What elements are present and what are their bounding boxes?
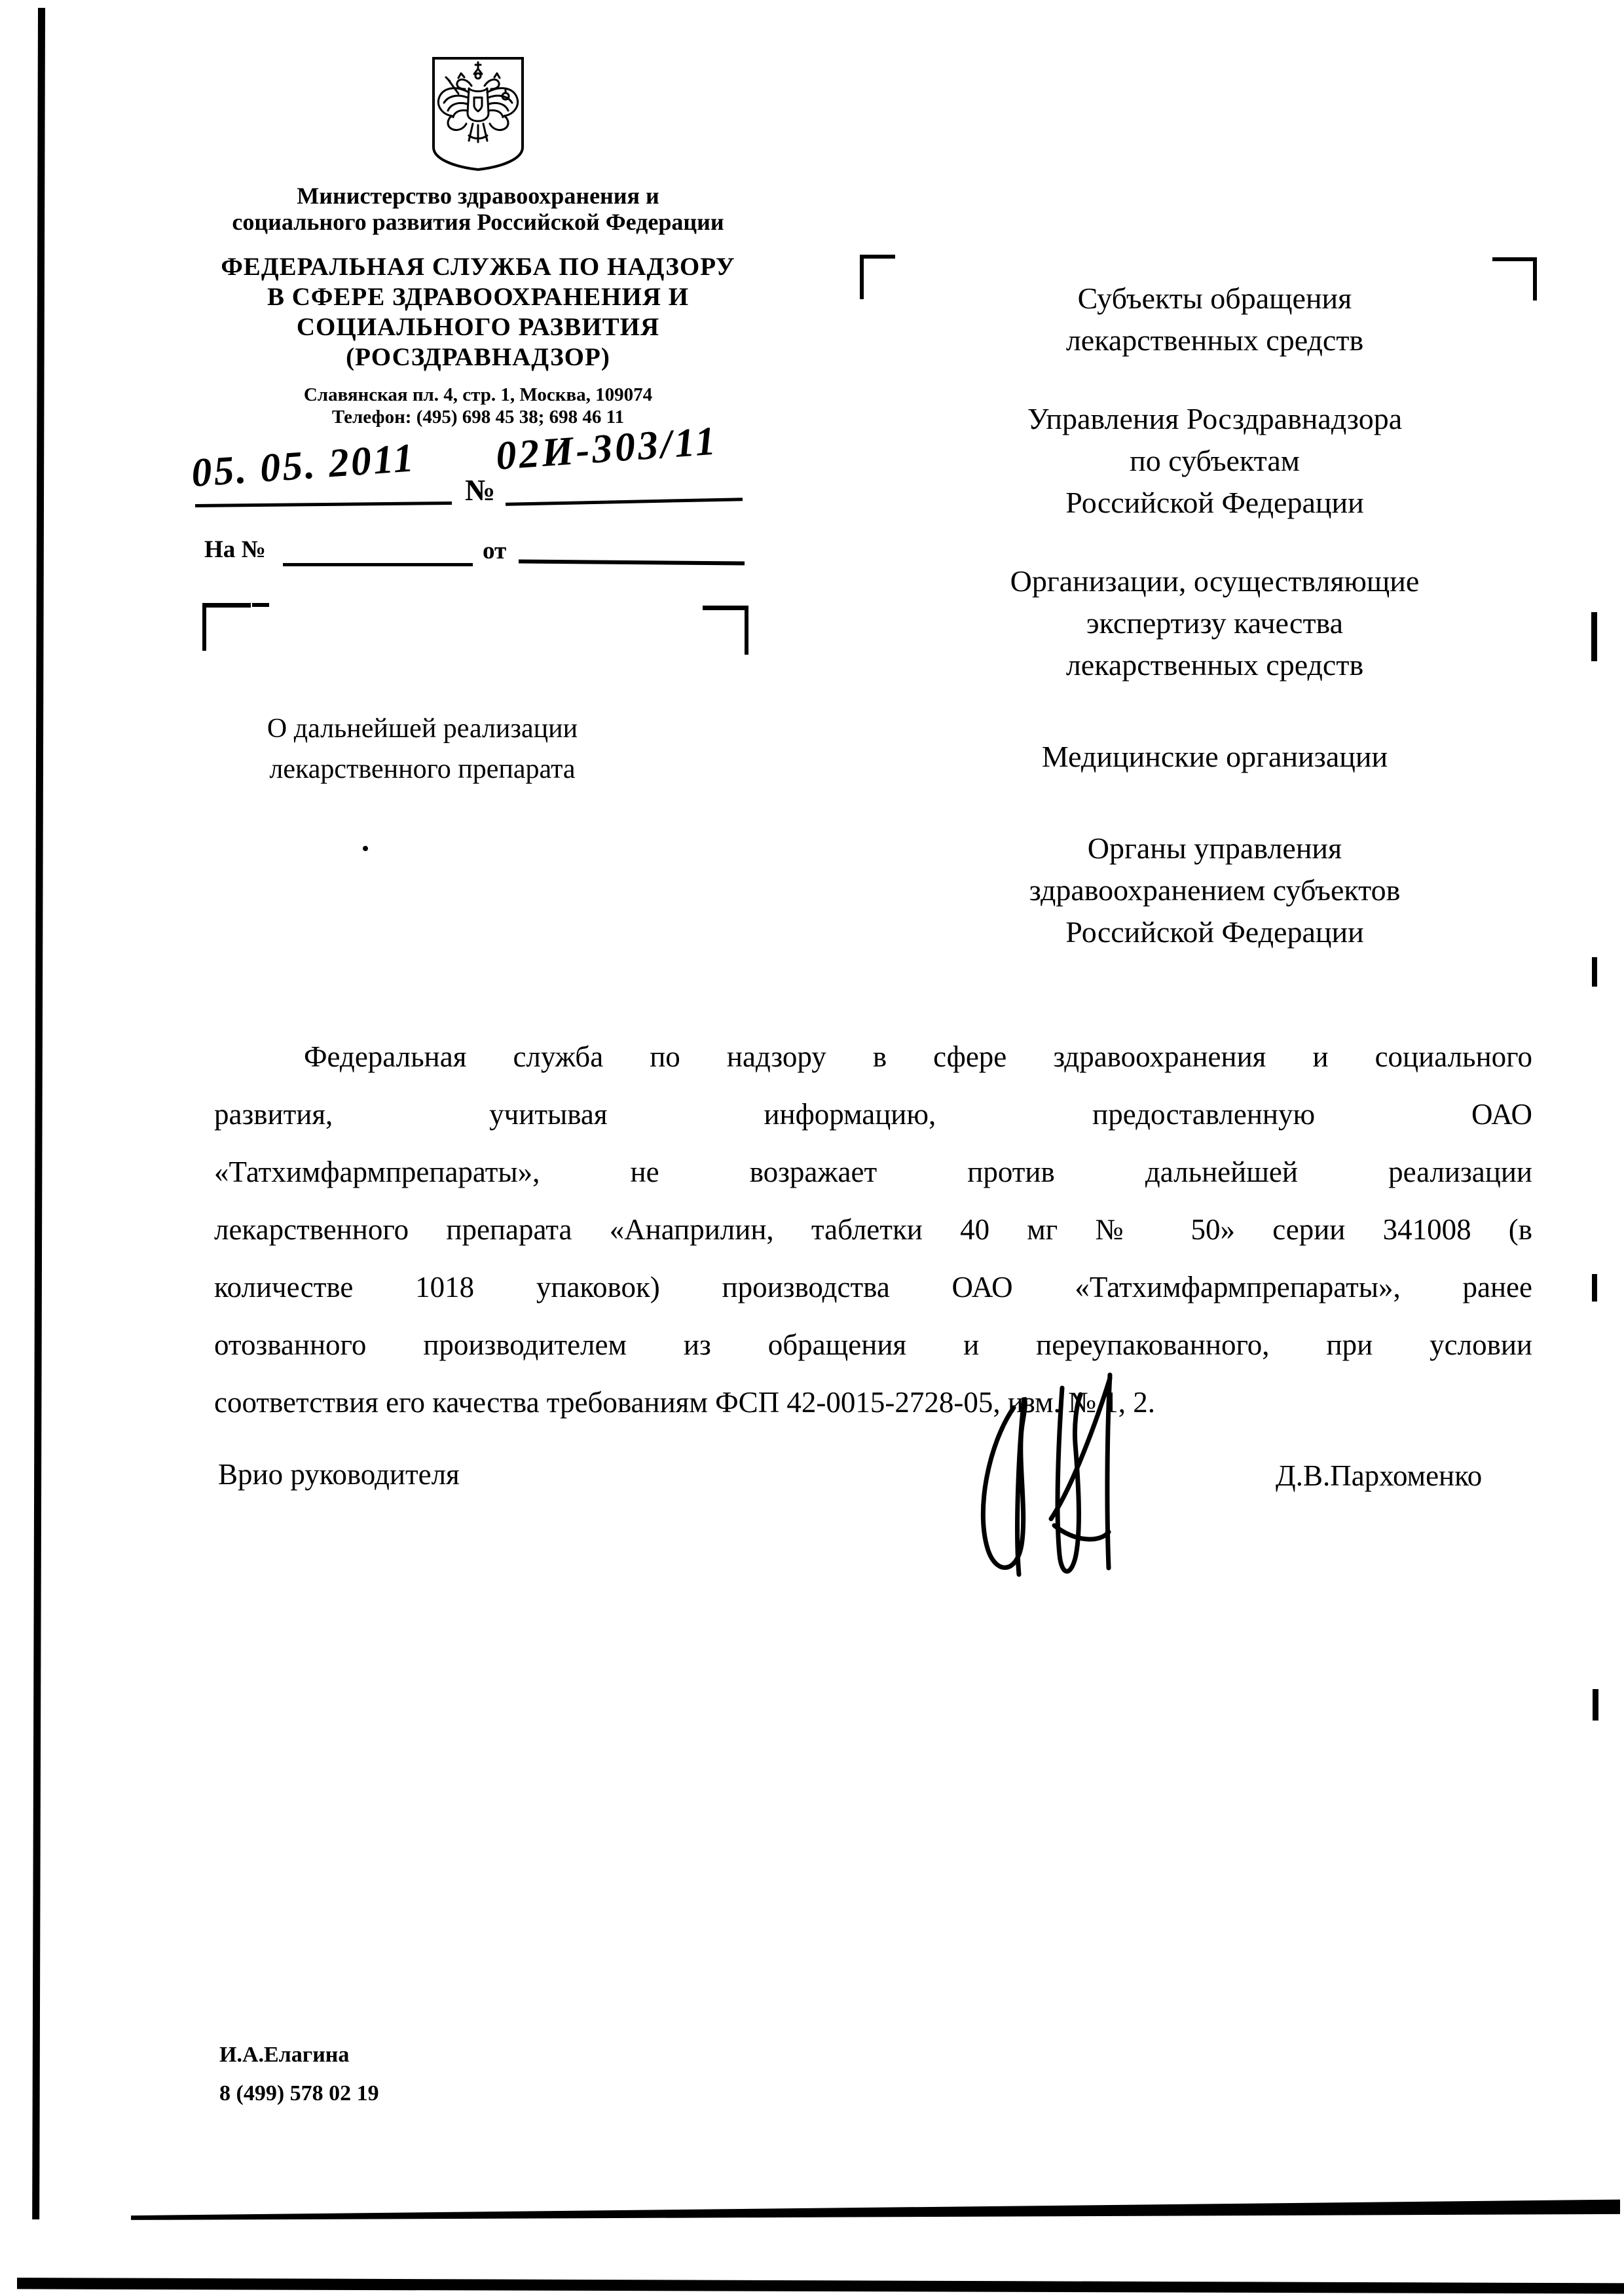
on-number-label: На № bbox=[204, 536, 266, 563]
executor-block bbox=[219, 2040, 379, 2108]
body-line: отозванного производителем из обращения и переупакованного, при условии bbox=[214, 1328, 1532, 1361]
addressee-line: Управления Росздравнадзора bbox=[1027, 402, 1403, 435]
addressee-group bbox=[904, 278, 1526, 361]
addressee-line: Организации, осуществляющие bbox=[1010, 564, 1420, 598]
service-line-2: В СФЕРЕ ЗДРАВООХРАНЕНИЯ И bbox=[267, 283, 690, 311]
signer-position-title: Врио руководителя bbox=[218, 1458, 460, 1491]
scan-edge-dash bbox=[1592, 1274, 1597, 1302]
addressee-line: Органы управления bbox=[1087, 831, 1342, 865]
scan-edge-dash bbox=[1591, 612, 1597, 661]
addressee-line: лекарственных средств bbox=[1065, 323, 1364, 357]
ministry-line-2: социального развития Российской Федерации bbox=[232, 209, 724, 235]
addressee-list bbox=[904, 278, 1526, 953]
signature-stroke bbox=[910, 1358, 1185, 1601]
letterhead-address: Славянская пл. 4, стр. 1, Москва, 109074 bbox=[303, 384, 653, 405]
executor-name: И.А.Елагина bbox=[219, 2043, 350, 2067]
body-line: развития, учитывая информацию, предоставленную ОАО bbox=[214, 1098, 1532, 1131]
subject-line-1: О дальнейшей реализации bbox=[267, 714, 578, 744]
service-name bbox=[177, 252, 779, 373]
subject-line-2: лекарственного препарата bbox=[269, 754, 576, 784]
addressee-line: здравоохранением субъектов bbox=[1029, 873, 1401, 907]
service-line-4: (РОСЗДРАВНАДЗОР) bbox=[346, 343, 610, 371]
coat-of-arms-icon bbox=[428, 56, 528, 171]
addressee-line: Российской Федерации bbox=[1065, 486, 1364, 519]
reference-corner-open bbox=[202, 603, 251, 651]
addressee-line: по субъектам bbox=[1130, 444, 1300, 477]
body-line: лекарственного препарата «Анаприлин, таблетки 40 мг № 50» серии 341008 (в bbox=[214, 1213, 1532, 1246]
from-label: от bbox=[483, 538, 507, 564]
reference-corner-close bbox=[703, 606, 748, 655]
scan-edge-line-left bbox=[32, 8, 45, 2219]
signer-name: Д.В.Пархоменко bbox=[1276, 1459, 1483, 1492]
subject-block bbox=[219, 708, 625, 790]
on-number-underline bbox=[283, 563, 473, 566]
addressee-line: Российской Федерации bbox=[1065, 915, 1364, 949]
scan-band-upper bbox=[131, 2197, 1620, 2221]
addressee-group bbox=[904, 398, 1526, 524]
addressee-line: экспертизу качества bbox=[1086, 606, 1344, 640]
scan-edge-dash bbox=[1592, 957, 1597, 987]
body-paragraph bbox=[214, 1028, 1532, 1431]
handwritten-date: 05. 05. 2011 bbox=[190, 435, 417, 496]
addressee-line: Медицинские организации bbox=[1041, 740, 1388, 773]
from-underline bbox=[519, 559, 745, 565]
letterhead bbox=[177, 56, 779, 428]
executor-phone: 8 (499) 578 02 19 bbox=[219, 2081, 379, 2105]
ministry-line-1: Министерство здравоохранения и bbox=[297, 183, 659, 209]
scan-edge-dash bbox=[1593, 1689, 1598, 1721]
body-line: количестве 1018 упаковок) производства ОАО «Татхимфармпрепараты», ранее bbox=[214, 1271, 1532, 1303]
body-line: Федеральная служба по надзору в сфере здравоохранения и социального bbox=[304, 1040, 1532, 1073]
addressee-corner-open bbox=[860, 255, 895, 299]
number-sign: № bbox=[465, 473, 496, 507]
scan-speck bbox=[363, 846, 368, 851]
addressee-line: лекарственных средств bbox=[1065, 648, 1364, 682]
addressee-group bbox=[904, 828, 1526, 953]
handwritten-number: 02И-303/11 bbox=[494, 418, 720, 479]
addressee-group bbox=[904, 560, 1526, 686]
ministry-name bbox=[177, 183, 779, 235]
addressee-line: Субъекты обращения bbox=[1077, 282, 1352, 315]
service-line-1: ФЕДЕРАЛЬНАЯ СЛУЖБА ПО НАДЗОРУ bbox=[221, 253, 735, 281]
letterhead-phone: Телефон: (495) 698 45 38; 698 46 11 bbox=[331, 407, 625, 428]
body-line: соответствия его качества требованиям ФСП 42-0015-2728-05, изм. № 1, 2. bbox=[214, 1386, 1155, 1419]
scan-mark bbox=[252, 603, 269, 607]
number-underline bbox=[506, 498, 743, 506]
date-underline bbox=[195, 501, 452, 507]
service-line-3: СОЦИАЛЬНОГО РАЗВИТИЯ bbox=[296, 313, 660, 341]
body-line: «Татхимфармпрепараты», не возражает против дальнейшей реализации bbox=[214, 1156, 1532, 1188]
scan-band-lower bbox=[17, 2276, 1624, 2295]
addressee-group bbox=[904, 736, 1526, 778]
